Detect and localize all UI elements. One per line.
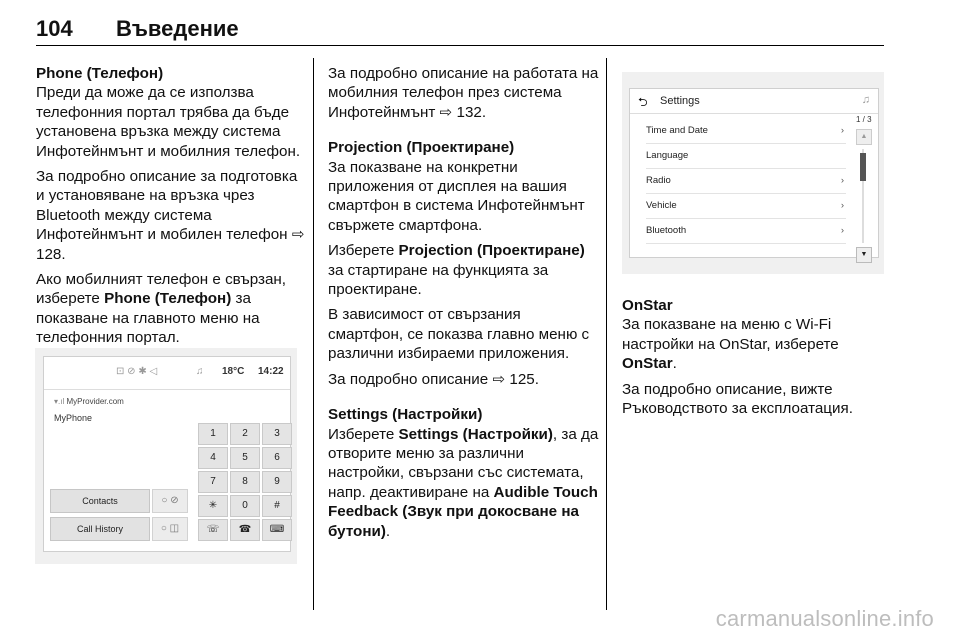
key-hash[interactable]: # [262,495,292,517]
key-5[interactable]: 5 [230,447,260,469]
settings-item-bluetooth[interactable]: Bluetooth › [646,219,846,244]
scroll-up-icon[interactable]: ▲ [856,129,872,145]
projection-ref: За подробно описание ⇨ 125. [328,370,539,388]
column-3 [622,296,884,424]
chevron-right-icon: › [840,225,844,236]
bluetooth-paragraph: За подробно описание за подготовка и установяване на връзка чрез Bluetooth между система Инфотейнмънт и мобилен телефон ⇨ 128. [36,168,305,263]
hang-up-icon[interactable]: ☎ [230,519,260,541]
key-0[interactable]: 0 [230,495,260,517]
key-star[interactable]: ✳ [198,495,228,517]
page-ref[interactable]: 125. [509,370,539,388]
device-name: MyPhone [54,413,93,423]
phone-portal-screenshot [35,348,297,564]
key-2[interactable]: 2 [230,423,260,445]
contacts-button[interactable]: Contacts [50,489,150,513]
keypad-toggle-icon[interactable]: ⌨ [262,519,292,541]
projection-intro: За показване на конкретни приложения от дисплея на вашия смартфон в система Инфотейнмънт свържете смартфона. [328,158,585,234]
reference-arrow-icon: ⇨ [291,226,305,244]
handsfree-icon[interactable]: ○ ◫ [152,517,188,541]
column-1 [36,64,306,354]
page-indicator: 1 / 3 [856,115,872,124]
chevron-right-icon: › [840,175,844,186]
page-ref[interactable]: 132. [456,103,487,121]
page-number: 104 [36,16,73,41]
onstar-ref: За подробно описание, вижте Ръководството за експлоатация. [622,380,853,418]
settings-item-radio[interactable]: Radio › [646,169,846,194]
column-divider-1 [313,58,314,610]
page-ref[interactable]: 128. [36,245,66,263]
scroll-thumb[interactable] [860,153,866,181]
column-2 [328,64,600,547]
key-8[interactable]: 8 [230,471,260,493]
call-icon[interactable]: ☏ [198,519,228,541]
projection-heading: Projection (Проектиране) [328,139,515,157]
projection-menu: В зависимост от свързания смартфон, се показва главно меню с различни избираеми приложения. [328,306,590,363]
signal-icon: ▾.ıl [54,397,65,406]
key-7[interactable]: 7 [198,471,228,493]
clock: 14:22 [258,366,284,377]
settings-header [630,89,878,114]
settings-item-vehicle[interactable]: Vehicle › [646,194,846,219]
chevron-right-icon: › [840,125,844,136]
phone-intro: Преди да може да се използва телефонния портал трябва да бъде установена връзка между система Инфотейнмънт и мобилния телефон. [36,84,301,160]
key-9[interactable]: 9 [262,471,292,493]
settings-screen [629,88,879,258]
scroll-down-icon[interactable]: ▼ [856,247,872,263]
projection-select: Изберете Projection (Проектиране) за стартиране на функцията за проектиране. [328,242,585,299]
reference-arrow-icon: ⇨ [492,370,506,388]
chevron-right-icon: › [840,200,844,211]
temperature: 18°C [222,366,245,377]
phone-select-paragraph: Ако мобилният телефон е свързан, изберете Phone (Телефон) за показване на главното меню на телефонния портал. [36,271,287,347]
phone-operation-paragraph: За подробно описание на работата на мобилния телефон през система Инфотейнмънт ⇨ 132. [328,65,599,121]
music-icon: ♫ [196,366,204,377]
key-1[interactable]: 1 [198,423,228,445]
watermark: carmanualsonline.info [715,606,934,631]
onstar-paragraph: За показване на меню с Wi-Fi настройки на OnStar, изберете OnStar. [622,316,839,373]
header-rule [36,45,884,46]
key-3[interactable]: 3 [262,423,292,445]
settings-screenshot [622,72,884,274]
status-icons: ⊡ ⊘ ✱ ◁ [116,366,158,377]
phone-heading: Phone (Телефон) [36,65,164,82]
mic-mute-icon[interactable]: ○ ⊘ [152,489,188,513]
music-icon[interactable]: ♫ [861,94,870,106]
settings-title: Settings [660,95,700,107]
call-history-button[interactable]: Call History [50,517,150,541]
settings-paragraph: Изберете Settings (Настройки), за да отворите меню за различни настройки, свързани със системата, напр. деактивиране на Audible Touch Feedback (Звук при докосване на бутони). [328,425,599,540]
settings-item-language[interactable]: Language [646,144,846,169]
provider-name: ▾.ıl MyProvider.com [54,397,124,406]
key-6[interactable]: 6 [262,447,292,469]
status-bar [44,357,290,390]
column-divider-2 [606,58,607,610]
onstar-heading: OnStar [622,297,673,314]
key-4[interactable]: 4 [198,447,228,469]
reference-arrow-icon: ⇨ [439,103,453,121]
page-header [36,8,884,44]
section-title: Въведение [116,16,239,41]
back-icon[interactable]: ⮌ [638,95,648,109]
settings-heading: Settings (Настройки) [328,406,483,424]
phone-screen [43,356,291,552]
settings-item-time-date[interactable]: Time and Date › [646,119,846,144]
